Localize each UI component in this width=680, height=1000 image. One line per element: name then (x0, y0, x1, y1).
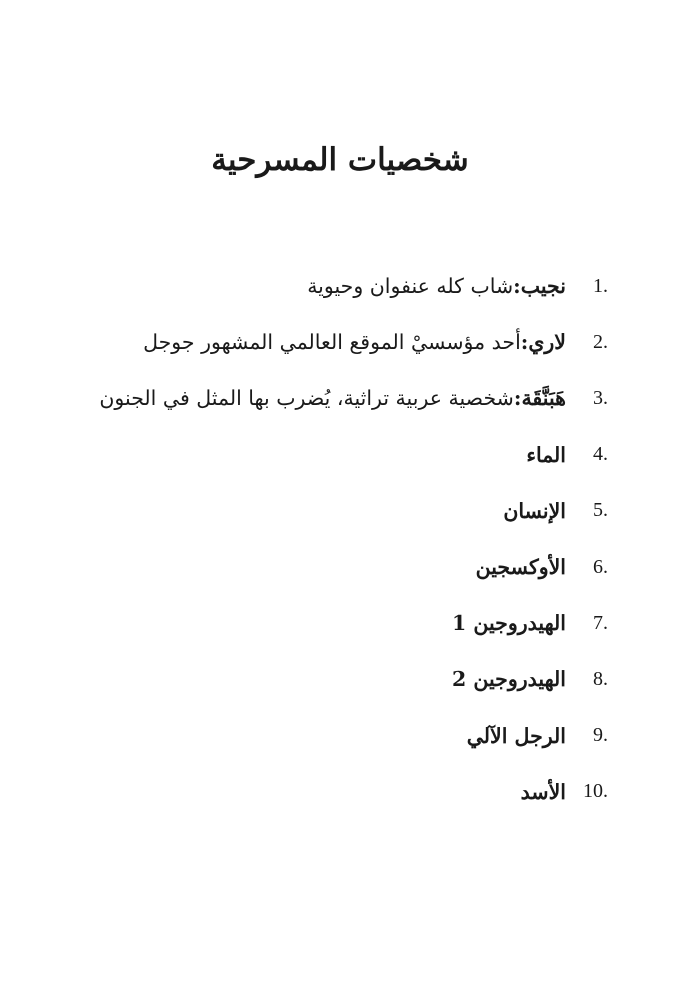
character-name: الأسد (520, 779, 566, 804)
page-title: شخصيات المسرحية (211, 142, 469, 178)
list-item (8, 651, 608, 707)
item-number: 9. (593, 724, 608, 747)
character-name: الماء (526, 442, 566, 467)
item-number: 6. (593, 555, 608, 578)
list-item (8, 370, 608, 426)
item-number: 7. (593, 611, 608, 634)
character-name: الرجل الآلي (466, 723, 566, 748)
item-number: 1. (593, 274, 608, 297)
character-name: الهيدروجين 1 (451, 611, 566, 636)
character-name: هَبَنَّقَة: (513, 386, 566, 411)
character-description: شاب كله عنفوان وحيوية (307, 274, 514, 299)
item-number: 2. (593, 330, 608, 353)
list-item (8, 314, 608, 370)
item-number: 5. (593, 499, 608, 522)
item-number: 3. (593, 386, 608, 409)
character-description: أحد مؤسسيْ الموقع العالمي المشهور جوجل (143, 330, 521, 355)
character-name: نجيب: (513, 274, 566, 299)
item-number: 4. (593, 443, 608, 466)
list-item (8, 595, 608, 651)
character-name: الهيدروجين 2 (451, 667, 566, 692)
list-item (8, 483, 608, 539)
list-item (8, 539, 608, 595)
list-item (8, 708, 608, 764)
list-item (8, 258, 608, 314)
item-number: 8. (593, 667, 608, 690)
item-number: 10. (583, 780, 608, 803)
character-name: الإنسان (503, 498, 566, 523)
list-item (8, 764, 608, 820)
character-description: شخصية عربية تراثية، يُضرب بها المثل في الجنون (99, 386, 514, 411)
cast-list (8, 258, 608, 820)
list-item (8, 427, 608, 483)
character-name: الأوكسجين (475, 555, 566, 580)
character-name: لاري: (520, 330, 566, 355)
